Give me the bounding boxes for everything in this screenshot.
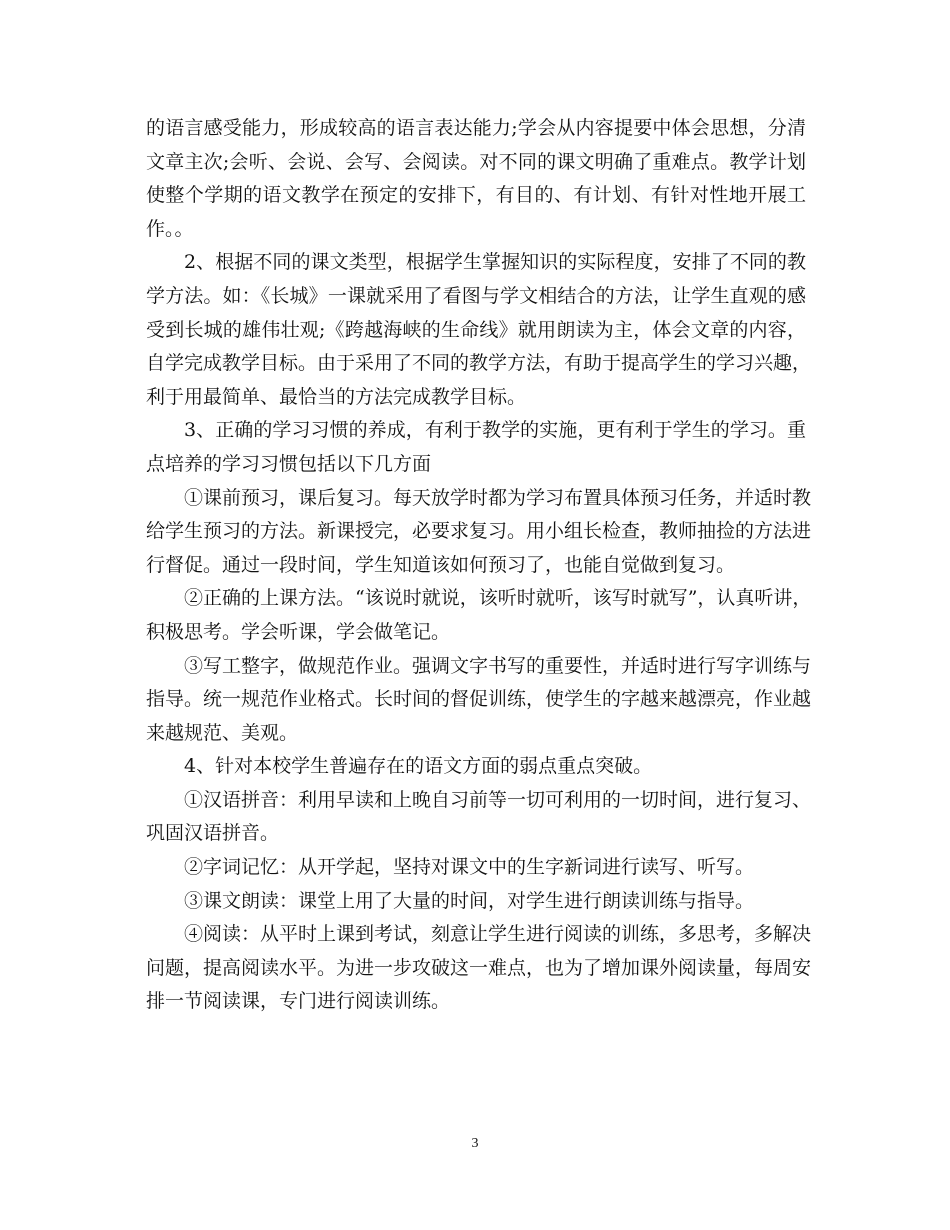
page-number: 3 bbox=[471, 1136, 479, 1151]
text-line: 排一节阅读课，专门进行阅读训练。 bbox=[146, 990, 451, 1013]
text-line: ②正确的上课方法。“该说时就说，该听时就听，该写时就写”，认真听讲， bbox=[184, 587, 812, 610]
text-line: 文章主次;会听、会说、会写、会阅读。对不同的课文明确了重难点。教学计划 bbox=[146, 150, 806, 173]
text-line: 巩固汉语拼音。 bbox=[146, 822, 280, 845]
text-line: 4、针对本校学生普遍存在的语文方面的弱点重点突破。 bbox=[184, 755, 653, 778]
text-line: 指导。统一规范作业格式。长时间的督促训练，使学生的字越来越漂亮，作业越 bbox=[146, 688, 812, 711]
text-line: 自学完成教学目标。由于采用了不同的教学方法，有助于提高学生的学习兴趣， bbox=[146, 352, 812, 375]
text-line: 给学生预习的方法。新课授完，必要求复习。用小组长检查，教师抽捡的方法进 bbox=[146, 520, 812, 543]
text-line: 作。。 bbox=[146, 217, 194, 240]
text-line: ②字词记忆：从开学起，坚持对课文中的生字新词进行读写、听写。 bbox=[184, 856, 755, 879]
text-line: ①汉语拼音：利用早读和上晚自习前等一切可利用的一切时间，进行复习、 bbox=[184, 788, 812, 811]
text-line: 学方法。如：《长城》一课就采用了看图与学文相结合的方法，让学生直观的感 bbox=[146, 284, 806, 307]
body-text bbox=[146, 112, 812, 1019]
text-line: 3、正确的学习习惯的养成，有利于教学的实施，更有利于学生的学习。重 bbox=[184, 419, 806, 442]
text-line: ③课文朗读：课堂上用了大量的时间，对学生进行朗读训练与指导。 bbox=[184, 889, 755, 912]
text-line: 积极思考。学会听课，学会做笔记。 bbox=[146, 620, 451, 643]
text-line: 使整个学期的语文教学在预定的安排下，有目的、有计划、有针对性地开展工 bbox=[146, 184, 806, 207]
text-line: 2、根据不同的课文类型，根据学生掌握知识的实际程度，安排了不同的教 bbox=[184, 251, 806, 274]
text-line: 受到长城的雄伟壮观;《跨越海峡的生命线》就用朗读为主，体会文章的内容， bbox=[146, 318, 806, 341]
text-line: 行督促。通过一段时间，学生知道该如何预习了，也能自觉做到复习。 bbox=[146, 553, 736, 576]
text-line: ④阅读：从平时上课到考试，刻意让学生进行阅读的训练，多思考，多解决 bbox=[184, 923, 812, 946]
text-line: 问题，提高阅读水平。为进一步攻破这一难点，也为了增加课外阅读量，每周安 bbox=[146, 956, 812, 979]
text-line: ③写工整字，做规范作业。强调文字书写的重要性，并适时进行写字训练与 bbox=[184, 654, 812, 677]
text-line: 利于用最简单、最恰当的方法完成教学目标。 bbox=[146, 385, 527, 408]
text-line: 点培养的学习习惯包括以下几方面 bbox=[146, 452, 432, 475]
text-line: ①课前预习，课后复习。每天放学时都为学习布置具体预习任务，并适时教 bbox=[184, 486, 812, 509]
text-line: 来越规范、美观。 bbox=[146, 721, 299, 744]
text-line: 的语言感受能力，形成较高的语言表达能力;学会从内容提要中体会思想，分清 bbox=[146, 117, 806, 139]
